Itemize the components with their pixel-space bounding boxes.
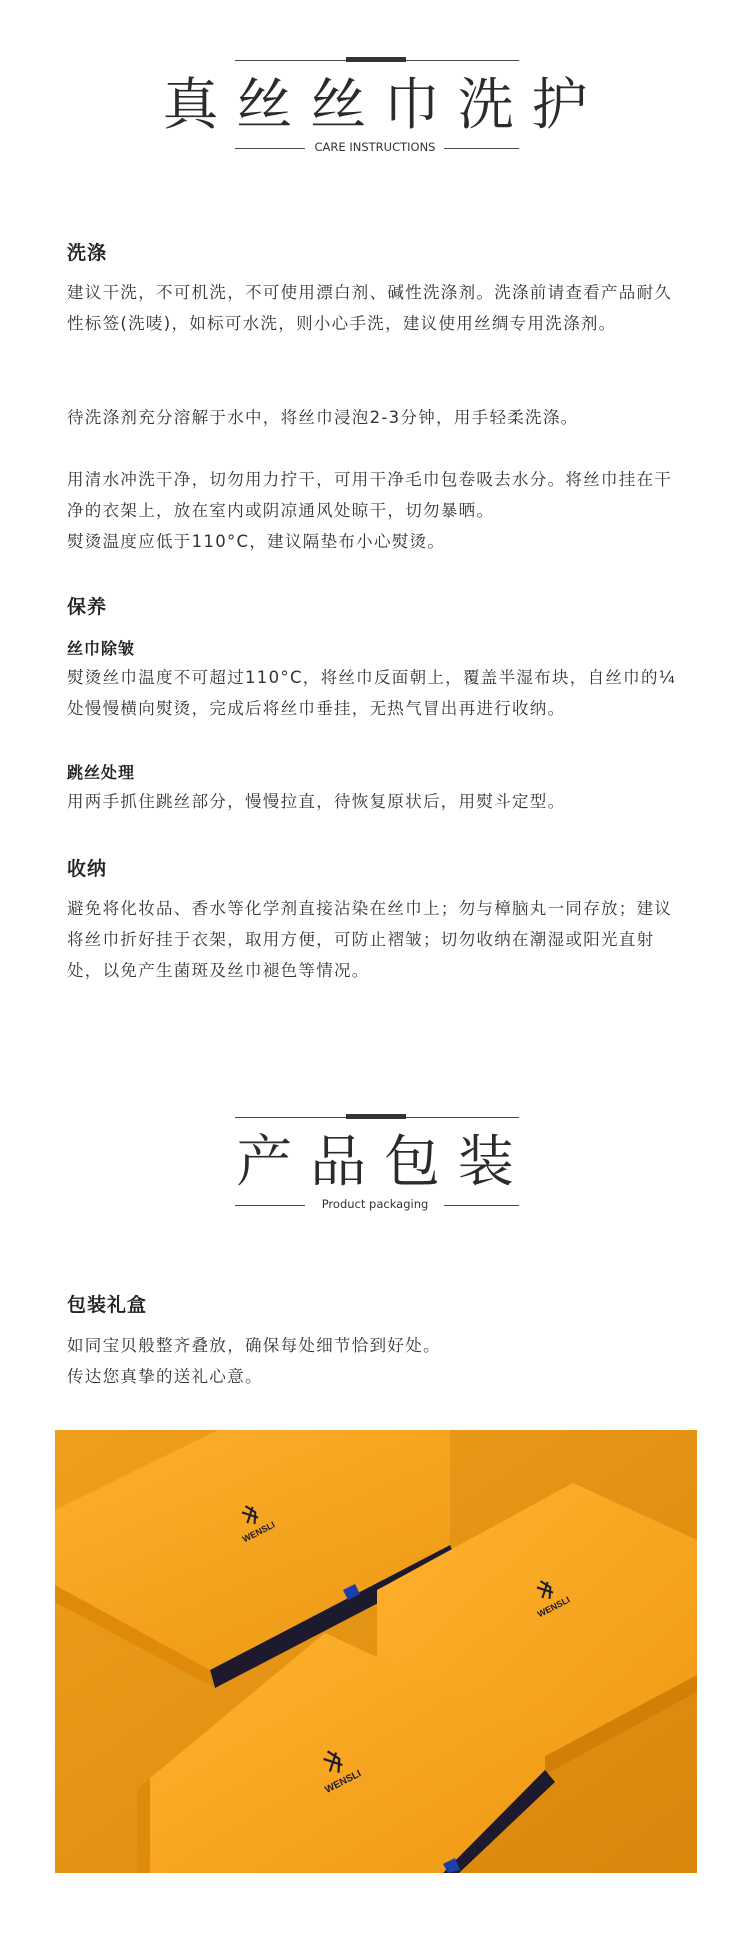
packaging-title: 产 品 包 装 (236, 1130, 514, 1195)
care-subtitle: CARE INSTRUCTIONS (0, 142, 750, 154)
washing-paragraph-4: 熨烫温度应低于110°C，建议隔垫布小心熨烫。 (67, 532, 446, 551)
washing-heading: 洗涤 (67, 242, 108, 264)
wrinkle-removal-text: 熨烫丝巾温度不可超过110°C，将丝巾反面朝上，覆盖半湿布块，自丝巾的¼处慢慢横向熨烫，完成后将丝巾垂挂，无热气冒出再进行收纳。 (67, 668, 677, 718)
gift-box-photo (55, 1430, 697, 1873)
svg-text:WENSLI: WENSLI (240, 1519, 277, 1545)
washing-paragraph-2: 待洗涤剂充分溶解于水中，将丝巾浸泡2-3分钟，用手轻柔洗涤。 (67, 408, 579, 427)
snag-repair-title: 跳丝处理 (67, 763, 136, 782)
storage-text: 避免将化妆品、香水等化学剂直接沾染在丝巾上；勿与樟脑丸一同存放；建议将丝巾折好挂于衣架，取用方便，可防止褶皱；切勿收纳在潮湿或阳光直射处，以免产生菌斑及丝巾褪色等情况。 (67, 899, 673, 980)
washing-paragraph-1: 建议干洗，不可机洗，不可使用漂白剂、碱性洗涤剂。洗涤前请查看产品耐久性标签(洗唛)，如标可水洗，则小心手洗，建议使用丝绸专用洗涤剂。 (67, 283, 673, 333)
gift-box-line-1: 如同宝贝般整齐叠放，确保每处细节恰到好处。 (67, 1336, 441, 1355)
svg-text:WENSLI: WENSLI (323, 1768, 364, 1796)
storage-heading: 收纳 (67, 858, 108, 880)
washing-paragraph-3: 用清水冲洗干净，切勿用力拧干，可用干净毛巾包卷吸去水分。将丝巾挂在干净的衣架上，放在室内或阴凉通风处晾干，切勿暴晒。 (67, 470, 673, 520)
wrinkle-removal-title: 丝巾除皱 (67, 639, 136, 658)
gift-box-heading: 包装礼盒 (67, 1294, 148, 1316)
maintenance-heading: 保养 (67, 596, 108, 618)
gift-box-line-2: 传达您真挚的送礼心意。 (67, 1367, 263, 1386)
care-title: 真 丝 丝 巾 洗 护 (162, 73, 588, 138)
header-accent-bar (346, 57, 406, 62)
packaging-subtitle: Product packaging (0, 1199, 750, 1211)
svg-text:WENSLI: WENSLI (535, 1594, 572, 1620)
header-accent-bar (346, 1114, 406, 1119)
snag-repair-text: 用两手抓住跳丝部分，慢慢拉直，待恢复原状后，用熨斗定型。 (67, 792, 566, 811)
